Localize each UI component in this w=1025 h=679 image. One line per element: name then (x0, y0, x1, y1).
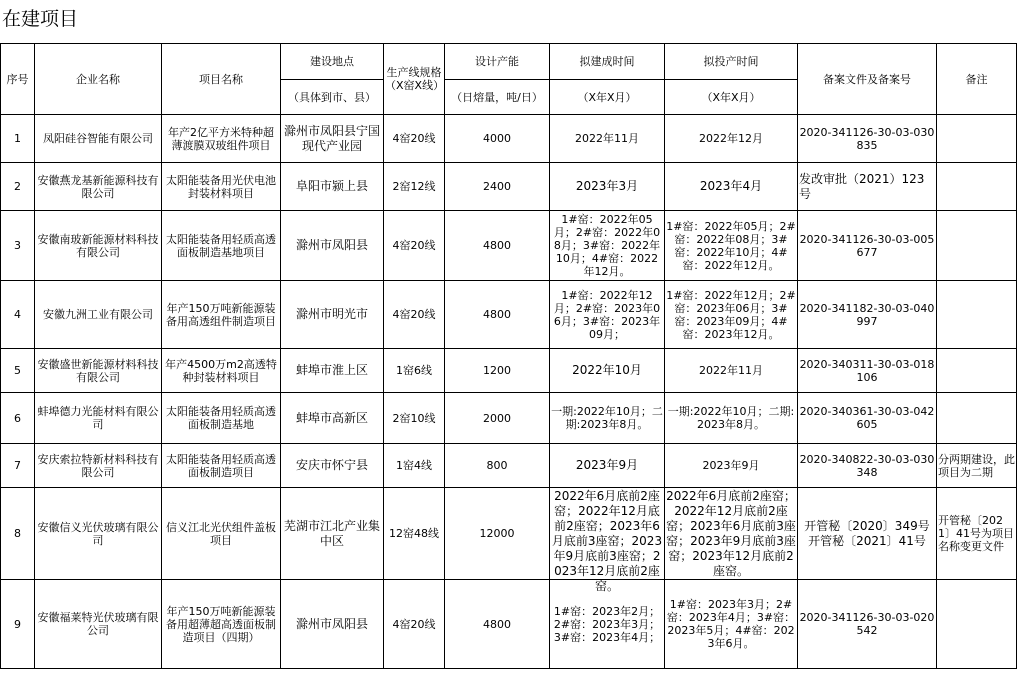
cell-seq[interactable] (1, 115, 35, 163)
cell-seq[interactable] (1, 211, 35, 281)
cell-project[interactable] (162, 349, 281, 393)
cell-remark[interactable] (937, 281, 1017, 349)
cell-location[interactable] (281, 580, 384, 669)
cell-filing-text: 2020-340361-30-03-042605 (799, 405, 935, 431)
cell-location-text: 滁州市凤阳县 (295, 616, 368, 631)
cell-capacity[interactable] (445, 163, 550, 211)
cell-spec-text: 4窑20线 (392, 308, 436, 321)
cell-build-time-text: 2023年3月 (575, 179, 639, 193)
cell-location[interactable] (281, 281, 384, 349)
cell-build-time[interactable] (550, 349, 665, 393)
cell-build-time-text: 2023年9月 (575, 458, 639, 472)
cell-company[interactable] (35, 115, 162, 163)
cell-location[interactable] (281, 211, 384, 281)
cell-prod-time-text: 2022年6月底前2座窑；2022年12月底前2座窑；2023年6月底前3座窑；2023年9月底前3座窑；2023年12月底前2座窑。 (666, 488, 796, 578)
cell-capacity-text: 2000 (483, 411, 511, 425)
cell-filing[interactable] (798, 211, 937, 281)
cell-prod-time[interactable] (665, 211, 798, 281)
cell-location[interactable] (281, 393, 384, 444)
cell-filing-text: 2020-340822-30-03-030348 (799, 452, 935, 479)
header-build-time-sub[interactable]: （X年X月） (550, 80, 665, 115)
cell-seq-text: 4 (14, 308, 21, 321)
cell-seq-text: 1 (14, 132, 21, 145)
cell-capacity[interactable] (445, 393, 550, 444)
cell-prod-time[interactable] (665, 393, 798, 444)
cell-seq[interactable] (1, 444, 35, 488)
cell-seq[interactable] (1, 349, 35, 393)
cell-seq-text: 7 (14, 459, 21, 472)
cell-build-time[interactable] (550, 393, 665, 444)
table-row (1, 349, 1017, 393)
cell-spec[interactable] (384, 211, 445, 281)
cell-capacity[interactable] (445, 281, 550, 349)
cell-spec-text: 4窑20线 (392, 239, 436, 252)
header-prod-time-sub[interactable]: （X年X月） (665, 80, 798, 115)
cell-company-text: 安徽福莱特光伏玻璃有限公司 (37, 611, 159, 637)
header-location-sub[interactable]: （具体到市、县） (281, 80, 384, 115)
cell-filing[interactable] (798, 115, 937, 163)
cell-seq[interactable] (1, 488, 35, 580)
cell-build-time-text: 1#窑：2023年2月；2#窑：2023年3月；3#窑：2023年4月； (553, 604, 661, 644)
cell-prod-time-text: 2023年4月 (699, 179, 763, 193)
cell-capacity[interactable] (445, 349, 550, 393)
cell-project[interactable] (162, 488, 281, 580)
cell-spec-text: 1窑4线 (396, 459, 432, 472)
cell-capacity-text: 1200 (483, 364, 511, 377)
table-row (1, 444, 1017, 488)
header-project[interactable]: 项目名称 (162, 44, 281, 115)
cell-prod-time-text: 2022年11月 (699, 364, 763, 377)
cell-location-text: 蚌埠市高新区 (295, 410, 368, 425)
cell-spec-text: 1窑6线 (396, 364, 432, 377)
cell-remark[interactable] (937, 393, 1017, 444)
cell-seq[interactable] (1, 163, 35, 211)
cell-company[interactable] (35, 163, 162, 211)
header-spec[interactable] (384, 44, 445, 115)
cell-build-time[interactable] (550, 281, 665, 349)
cell-seq-text: 2 (14, 180, 21, 193)
cell-build-time[interactable] (550, 488, 665, 593)
cell-capacity[interactable] (445, 211, 550, 281)
cell-company-text: 安徽盛世新能源材料科技有限公司 (37, 357, 159, 384)
cell-project-text: 信义江北光伏组件盖板项目 (166, 520, 276, 547)
cell-project[interactable] (162, 281, 281, 349)
cell-prod-time-text: 一期:2022年10月；二期:2023年8月。 (667, 405, 795, 431)
cell-seq-text: 6 (14, 411, 21, 425)
cell-location-text: 滁州市凤阳县 (295, 238, 368, 252)
cell-spec[interactable] (384, 115, 445, 163)
header-build-time[interactable]: 拟建成时间 (550, 44, 665, 80)
cell-build-time-text: 1#窑：2022年05月；2#窑：2022年08月；3#窑：2022年10月；4#窑：2022年12月。 (553, 213, 661, 278)
cell-prod-time[interactable] (665, 444, 798, 488)
cell-prod-time-text: 1#窑：2023年3月；2#窑：2023年4月；3#窑：2023年5月；4#窑：2023年6月。 (666, 598, 796, 650)
cell-remark[interactable] (937, 488, 1017, 580)
table-row (1, 163, 1017, 211)
cell-location-text: 滁州市凤阳县宁国现代产业园 (283, 123, 380, 153)
cell-capacity[interactable] (445, 580, 550, 669)
table-row (1, 211, 1017, 281)
cell-company-text: 安徽燕龙基新能源科技有限公司 (37, 173, 159, 200)
cell-remark-text: 开管秘〔2021〕41号为项目名称变更文件 (938, 514, 1014, 553)
table-row (1, 281, 1017, 349)
cell-capacity-text: 4800 (483, 239, 511, 252)
cell-project-text: 年产150万吨新能源装备用超薄超高透面板制造项目（四期） (166, 604, 276, 644)
cell-capacity-text: 4800 (483, 308, 511, 321)
cell-prod-time[interactable] (665, 349, 798, 393)
cell-filing-text: 2020-341126-30-03-030835 (799, 125, 935, 152)
cell-project[interactable] (162, 393, 281, 444)
header-seq[interactable]: 序号 (1, 44, 35, 115)
cell-spec-text: 2窑10线 (392, 411, 436, 425)
header-spec-label: 生产线规格 (386, 66, 442, 79)
cell-seq-text: 8 (14, 527, 21, 540)
cell-location-text: 安庆市怀宁县 (295, 458, 368, 472)
cell-remark[interactable] (937, 211, 1017, 281)
cell-project-text: 年产4500万m2高透特种封装材料项目 (165, 357, 277, 384)
cell-project[interactable] (162, 211, 281, 281)
cell-remark[interactable] (937, 444, 1017, 488)
cell-location[interactable] (281, 349, 384, 393)
cell-prod-time-text: 1#窑：2022年05月；2#窑：2022年08月；3#窑：2022年10月；4#窑：2022年12月。 (666, 219, 796, 272)
cell-spec-text: 2窑12线 (392, 180, 436, 193)
cell-spec-text: 12窑48线 (389, 527, 439, 540)
cell-spec[interactable] (384, 580, 445, 669)
cell-prod-time-text: 2023年9月 (702, 459, 760, 472)
cell-filing[interactable] (798, 163, 937, 211)
cell-build-time-text: 2022年11月 (575, 132, 639, 145)
cell-project[interactable] (162, 115, 281, 163)
cell-capacity-text: 4000 (483, 132, 511, 145)
cell-project-text: 太阳能装备用光伏电池封装材料项目 (166, 173, 276, 200)
cell-company-text: 安徽九洲工业有限公司 (43, 308, 153, 321)
table-row (1, 393, 1017, 444)
cell-build-time-text: 2022年6月底前2座窑；2022年12月底前2座窑；2023年6月底前3座窑；2023年9月底前3座窑；2023年12月底前2座窑。 (551, 488, 663, 593)
cell-spec[interactable] (384, 488, 445, 580)
cell-filing[interactable] (798, 488, 937, 580)
cell-project-text: 太阳能装备用轻质高透面板制造项目 (166, 452, 276, 479)
cell-spec[interactable] (384, 349, 445, 393)
cell-build-time[interactable] (550, 115, 665, 163)
cell-remark[interactable] (937, 115, 1017, 163)
cell-filing-text: 2020-341126-30-03-005677 (799, 232, 935, 259)
cell-seq[interactable] (1, 281, 35, 349)
cell-build-time[interactable] (550, 444, 665, 488)
cell-remark[interactable] (937, 580, 1017, 669)
cell-company[interactable] (35, 393, 162, 444)
header-company[interactable]: 企业名称 (35, 44, 162, 115)
cell-prod-time[interactable] (665, 115, 798, 163)
table-row (1, 580, 1017, 669)
cell-seq-text: 9 (14, 617, 21, 631)
cell-capacity[interactable] (445, 488, 550, 580)
cell-seq[interactable] (1, 393, 35, 444)
cell-capacity[interactable] (445, 444, 550, 488)
cell-remark[interactable] (937, 163, 1017, 211)
cell-spec[interactable] (384, 444, 445, 488)
header-row (1, 44, 1017, 80)
cell-remark[interactable] (937, 349, 1017, 393)
cell-build-time-text: 1#窑：2022年12月；2#窑：2023年06月；3#窑：2023年09月； (553, 288, 661, 341)
header-prod-time[interactable]: 拟投产时间 (665, 44, 798, 80)
cell-prod-time-text: 1#窑：2022年12月；2#窑：2023年06月；3#窑：2023年09月；4#窑：2023年12月。 (666, 288, 796, 341)
cell-company[interactable] (35, 488, 162, 580)
projects-table (0, 43, 1017, 669)
table-row (1, 115, 1017, 163)
cell-capacity-text: 4800 (483, 617, 511, 631)
cell-capacity-text: 2400 (483, 180, 511, 193)
cell-project[interactable] (162, 163, 281, 211)
cell-location[interactable] (281, 115, 384, 163)
cell-prod-time[interactable] (665, 281, 798, 349)
cell-remark-text: 分两期建设，此项目为二期 (938, 452, 1015, 479)
cell-company[interactable] (35, 444, 162, 488)
cell-location-text: 蚌埠市淮上区 (295, 363, 368, 377)
cell-project-text: 太阳能装备用轻质高透面板制造基地项目 (166, 232, 276, 259)
cell-build-time[interactable] (550, 163, 665, 211)
cell-filing[interactable] (798, 393, 937, 444)
header-capacity-sub[interactable]: （日熔量，吨/日） (445, 80, 550, 115)
header-spec-sub: （X窑X线） (385, 79, 445, 92)
cell-build-time[interactable] (550, 211, 665, 281)
cell-filing[interactable] (798, 580, 937, 669)
cell-filing-text: 发改审批（2021）123号 (799, 171, 925, 201)
cell-filing[interactable] (798, 444, 937, 488)
cell-location[interactable] (281, 163, 384, 211)
cell-company-text: 凤阳硅谷智能有限公司 (43, 132, 153, 145)
cell-project[interactable] (162, 580, 281, 669)
cell-company-text: 安徽信义光伏玻璃有限公司 (37, 520, 159, 547)
cell-location[interactable] (281, 444, 384, 488)
cell-location[interactable] (281, 488, 384, 580)
cell-company[interactable] (35, 580, 162, 669)
cell-company-text: 安庆索拉特新材料科技有限公司 (37, 452, 159, 479)
cell-spec-text: 4窑20线 (392, 617, 436, 631)
cell-location-text: 阜阳市颍上县 (295, 179, 368, 193)
cell-spec[interactable] (384, 163, 445, 211)
cell-project[interactable] (162, 444, 281, 488)
cell-company-text: 蚌埠德力光能材料有限公司 (37, 405, 159, 431)
cell-capacity-text: 800 (486, 459, 508, 472)
cell-prod-time[interactable] (665, 163, 798, 211)
cell-company[interactable] (35, 349, 162, 393)
cell-location-text: 芜湖市江北产业集中区 (283, 518, 380, 548)
sheet-title: 在建项目 (2, 8, 79, 30)
cell-spec[interactable] (384, 393, 445, 444)
header-capacity[interactable]: 设计产能 (445, 44, 550, 80)
cell-build-time-text: 2022年10月 (572, 363, 642, 377)
cell-seq[interactable] (1, 580, 35, 669)
cell-seq-text: 5 (14, 364, 21, 377)
cell-capacity[interactable] (445, 115, 550, 163)
cell-project-text: 年产2亿平方米特种超薄渡膜双玻组件项目 (168, 125, 274, 152)
cell-filing[interactable] (798, 281, 937, 349)
cell-build-time-text: 一期:2022年10月；二期:2023年8月。 (551, 405, 663, 431)
cell-project-text: 太阳能装备用轻质高透面板制造基地 (166, 405, 276, 431)
cell-seq-text: 3 (14, 239, 21, 252)
cell-company-text: 安徽南玻新能源材料科技有限公司 (37, 232, 159, 259)
cell-company[interactable] (35, 211, 162, 281)
header-location[interactable]: 建设地点 (281, 44, 384, 80)
cell-filing-text: 2020-341126-30-03-020542 (799, 611, 935, 637)
cell-capacity-text: 12000 (479, 527, 515, 540)
cell-project-text: 年产150万吨新能源装备用高透组件制造项目 (166, 301, 276, 328)
cell-filing-text: 开管秘〔2020〕349号 开管秘〔2021〕41号 (804, 518, 930, 548)
header-remark[interactable]: 备注 (937, 44, 1017, 115)
header-filing[interactable]: 备案文件及备案号 (798, 44, 937, 115)
cell-spec[interactable] (384, 281, 445, 349)
table-row (1, 488, 1017, 580)
cell-prod-time[interactable] (665, 580, 798, 669)
cell-prod-time[interactable] (665, 488, 798, 580)
cell-filing[interactable] (798, 349, 937, 393)
cell-prod-time-text: 2022年12月 (699, 132, 763, 145)
cell-company[interactable] (35, 281, 162, 349)
cell-filing-text: 2020-341182-30-03-040997 (799, 301, 935, 328)
cell-filing-text: 2020-340311-30-03-018106 (799, 357, 935, 384)
cell-spec-text: 4窑20线 (392, 132, 436, 145)
cell-location-text: 滁州市明光市 (295, 307, 368, 321)
